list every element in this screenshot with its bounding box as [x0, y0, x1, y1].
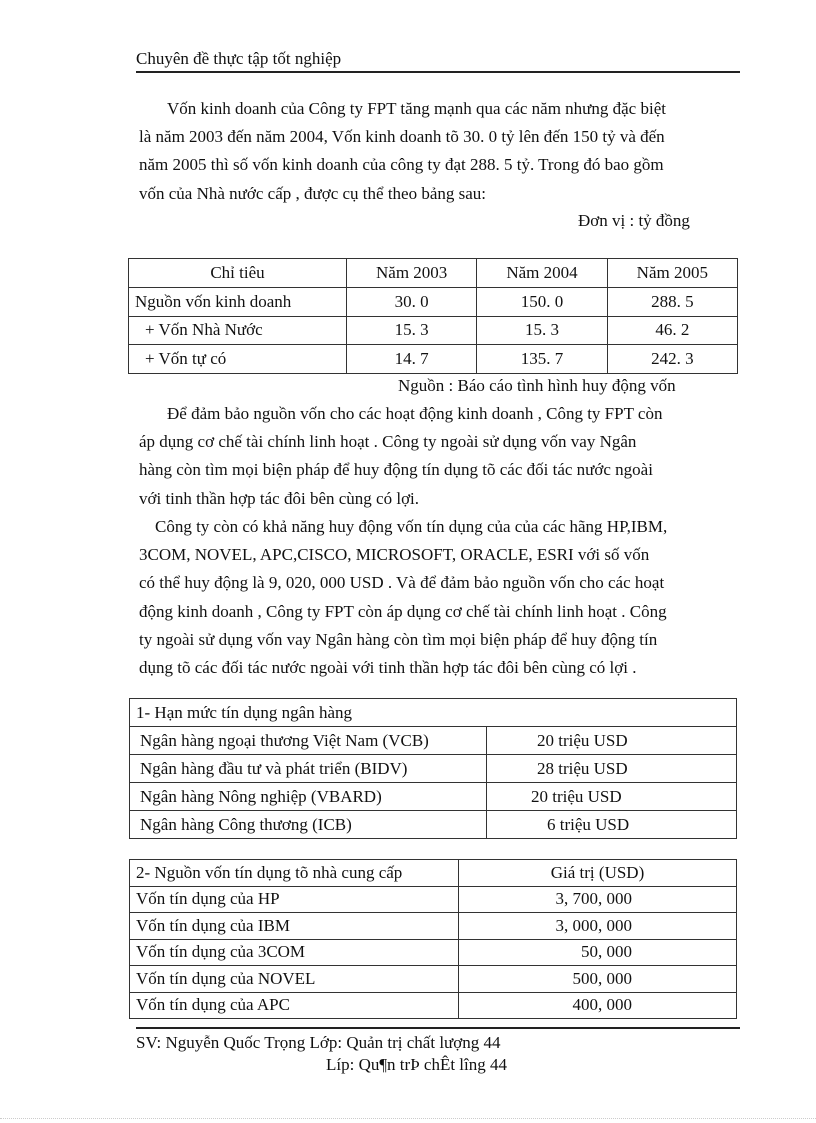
table-row: [130, 886, 737, 913]
paragraph-line: với tinh thần hợp tác đôi bên cùng có lợi.: [139, 488, 420, 508]
table-header-cell: Năm 2004: [477, 259, 607, 288]
page-header-title: Chuyên đề thực tập tốt nghiệp: [136, 49, 342, 68]
supplier-name: Vốn tín dụng của 3COM: [130, 939, 459, 966]
paragraph-line: có thể huy động là 9, 020, 000 USD . Và để đảm bảo nguồn vốn cho các hoạt: [139, 573, 665, 593]
supplier-value: 50, 000: [459, 939, 737, 966]
credit-limit: 20 triệu USD: [487, 783, 737, 811]
intro-line: Vốn kinh doanh của Công ty FPT tăng mạnh qua các năm nhưng đặc biệt: [167, 99, 666, 118]
credit-limit: 28 triệu USD: [487, 755, 737, 783]
table-row: [129, 316, 738, 345]
table-cell: 30. 0: [347, 287, 477, 316]
supplier-name: Vốn tín dụng của HP: [130, 886, 459, 913]
table-cell: 135. 7: [477, 345, 607, 374]
table-row: [130, 755, 737, 783]
bank-name: Ngân hàng Nông nghiệp (VBARD): [130, 783, 487, 811]
table-header-cell: Chỉ tiêu: [129, 259, 347, 288]
table-header-cell: 2- Nguồn vốn tín dụng tõ nhà cung cấp: [130, 860, 459, 887]
paragraph-line: hàng còn tìm mọi biện pháp để huy động tín dụng tõ các đối tác nước ngoài: [139, 460, 653, 480]
table-cell: 242. 3: [607, 345, 737, 374]
intro-paragraph: [139, 95, 739, 208]
supplier-value: 3, 700, 000: [459, 886, 737, 913]
table-header-cell: Năm 2003: [347, 259, 477, 288]
credit-limit: 6 triệu USD: [487, 811, 737, 839]
table-row: [130, 811, 737, 839]
table-header-cell: Năm 2005: [607, 259, 737, 288]
bank-name: Ngân hàng Công thương (ICB): [130, 811, 487, 839]
table-row: [129, 287, 738, 316]
row-label: + Vốn tự có: [129, 345, 347, 374]
paragraph-line: 3COM, NOVEL, APC,CISCO, MICROSOFT, ORACLE, ESRI với số vốn: [139, 545, 650, 565]
supplier-name: Vốn tín dụng của APC: [130, 992, 459, 1019]
supplier-name: Vốn tín dụng của NOVEL: [130, 966, 459, 993]
table-row: [130, 939, 737, 966]
header-divider: [136, 71, 740, 73]
table-title-row: [130, 699, 737, 727]
paragraph-line: áp dụng cơ chế tài chính linh hoạt . Công ty ngoài sử dụng vốn vay Ngân: [139, 432, 637, 452]
table-cell: 150. 0: [477, 287, 607, 316]
paragraph-line: động kinh doanh , Công ty FPT còn áp dụng cơ chế tài chính linh hoạt . Công: [139, 601, 667, 621]
bank-name: Ngân hàng đầu tư và phát triển (BIDV): [130, 755, 487, 783]
supplier-name: Vốn tín dụng của IBM: [130, 913, 459, 940]
footer-divider: [136, 1027, 740, 1029]
paragraph-line: ty ngoài sử dụng vốn vay Ngân hàng còn tìm mọi biện pháp để huy động tín: [139, 629, 658, 649]
row-label: + Vốn Nhà Nước: [129, 316, 347, 345]
table-source-note: Nguồn : Báo cáo tình hình huy động vốn: [398, 376, 676, 395]
table-cell: 15. 3: [477, 316, 607, 345]
supplier-value: 400, 000: [459, 992, 737, 1019]
page-bottom-border: [0, 1118, 816, 1119]
table-row: [130, 992, 737, 1019]
table-row: [130, 966, 737, 993]
table-cell: 46. 2: [607, 316, 737, 345]
credit-paragraph: [139, 513, 739, 682]
table-title: 1- Hạn mức tín dụng ngân hàng: [130, 699, 737, 727]
table-cell: 15. 3: [347, 316, 477, 345]
intro-line: năm 2005 thì số vốn kinh doanh của công ty đạt 288. 5 tỷ. Trong đó bao gồm: [139, 155, 664, 175]
table-header-row: [129, 259, 738, 288]
paragraph-line: Để đảm bảo nguồn vốn cho các hoạt động kinh doanh , Công ty FPT còn: [167, 404, 663, 423]
row-label: Nguồn vốn kinh doanh: [129, 287, 347, 316]
credit-limit: 20 triệu USD: [487, 727, 737, 755]
paragraph-line: dụng tõ các đối tác nước ngoài với tinh thần hợp tác đôi bên cùng có lợi .: [139, 658, 637, 678]
table-row: [130, 727, 737, 755]
intro-line: là năm 2003 đến năm 2004, Vốn kinh doanh tõ 30. 0 tỷ lên đến 150 tỷ và đến: [139, 127, 665, 147]
funding-paragraph: [139, 400, 739, 513]
table-cell: 288. 5: [607, 287, 737, 316]
capital-table: [128, 258, 738, 374]
table-header-row: [130, 860, 737, 887]
intro-line: vốn của Nhà nước cấp , được cụ thể theo bảng sau:: [139, 183, 487, 203]
bank-name: Ngân hàng ngoại thương Việt Nam (VCB): [130, 727, 487, 755]
table-header-cell: Giá trị (USD): [459, 860, 737, 887]
table-cell: 14. 7: [347, 345, 477, 374]
table-row: [130, 913, 737, 940]
bank-credit-table: [129, 698, 737, 839]
supplier-value: 3, 000, 000: [459, 913, 737, 940]
unit-label: Đơn vị : tỷ đồng: [578, 211, 690, 230]
table-row: [130, 783, 737, 811]
footer-class-line: Líp: Qu¶n trÞ chÊt lîng 44: [326, 1055, 507, 1074]
supplier-value: 500, 000: [459, 966, 737, 993]
paragraph-line: Công ty còn có khả năng huy động vốn tín dụng của của các hãng HP,IBM,: [155, 517, 668, 536]
supplier-credit-table: [129, 859, 737, 1019]
table-row: [129, 345, 738, 374]
footer-student-line: SV: Nguyễn Quốc Trọng Lớp: Quản trị chất lượng 44: [136, 1033, 501, 1052]
